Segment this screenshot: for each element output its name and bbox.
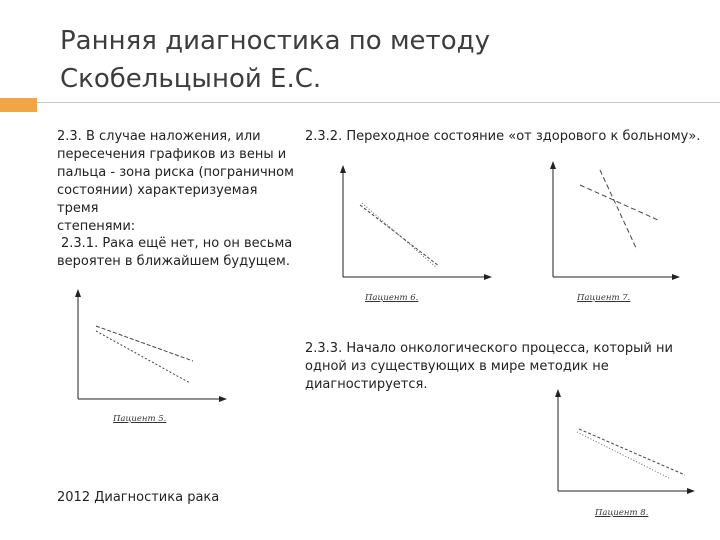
intro-line: степенями: <box>57 219 136 234</box>
item-2-3-2: 2.3.2. Переходное состояние «от здорового к больному». <box>305 129 701 144</box>
caption-patient-6: Пациент 6. <box>365 293 419 303</box>
figure-patient-5 <box>70 284 230 424</box>
footer-text: 2012 Диагностика рака <box>57 490 220 505</box>
x-axis-arrow <box>687 488 695 494</box>
figure-patient-7 <box>545 160 685 310</box>
x-axis-arrow <box>484 274 492 280</box>
accent-bar <box>0 98 37 112</box>
title-line-2: Скобельцыной Е.С. <box>60 64 322 94</box>
item-line: 2.3.1. Рака ещё нет, но он весьма <box>61 236 293 251</box>
intro-line: пересечения графиков из вены и <box>57 147 287 162</box>
x-axis-arrow <box>672 274 680 280</box>
item-line: одной из существующих в мире методик не <box>305 359 609 374</box>
graph-line-finger <box>362 203 437 268</box>
graph-patient-6 <box>335 160 495 310</box>
graph-line-vein <box>580 185 658 220</box>
intro-line: состоянии) характеризуемая тремя <box>57 183 258 216</box>
graph-line-finger <box>600 170 637 250</box>
graph-line-finger <box>96 331 190 383</box>
intro-line: пальца - зона риска (пограничном <box>57 165 294 180</box>
caption-patient-8: Пациент 8. <box>595 508 649 518</box>
item-2-3-1 <box>57 235 297 271</box>
title-line-1: Ранняя диагностика по методу <box>60 26 490 56</box>
intro-paragraph <box>57 128 297 236</box>
graph-patient-7 <box>545 160 685 310</box>
y-axis-arrow <box>555 389 561 397</box>
graph-patient-5 <box>70 284 230 404</box>
y-axis-arrow <box>550 161 556 169</box>
x-axis-arrow <box>219 396 227 402</box>
figure-patient-6 <box>335 160 495 310</box>
caption-patient-7: Пациент 7. <box>577 293 631 303</box>
graph-line-vein <box>96 326 193 361</box>
intro-line: 2.3. В случае наложения, или <box>57 129 261 144</box>
y-axis-arrow <box>75 289 81 297</box>
y-axis-arrow <box>340 165 346 173</box>
slide-title <box>60 22 680 98</box>
item-line: диагностируется. <box>305 377 428 392</box>
caption-patient-5: Пациент 5. <box>113 414 167 424</box>
graph-line-vein <box>360 205 439 266</box>
item-line: вероятен в ближайшем будущем. <box>57 254 290 269</box>
graph-line-vein <box>579 429 685 475</box>
item-line: 2.3.3. Начало онкологического процесса, который ни <box>305 341 673 356</box>
figure-patient-8 <box>553 386 698 518</box>
graph-patient-8 <box>553 386 698 496</box>
graph-line-finger <box>577 432 671 479</box>
title-divider <box>37 102 720 103</box>
